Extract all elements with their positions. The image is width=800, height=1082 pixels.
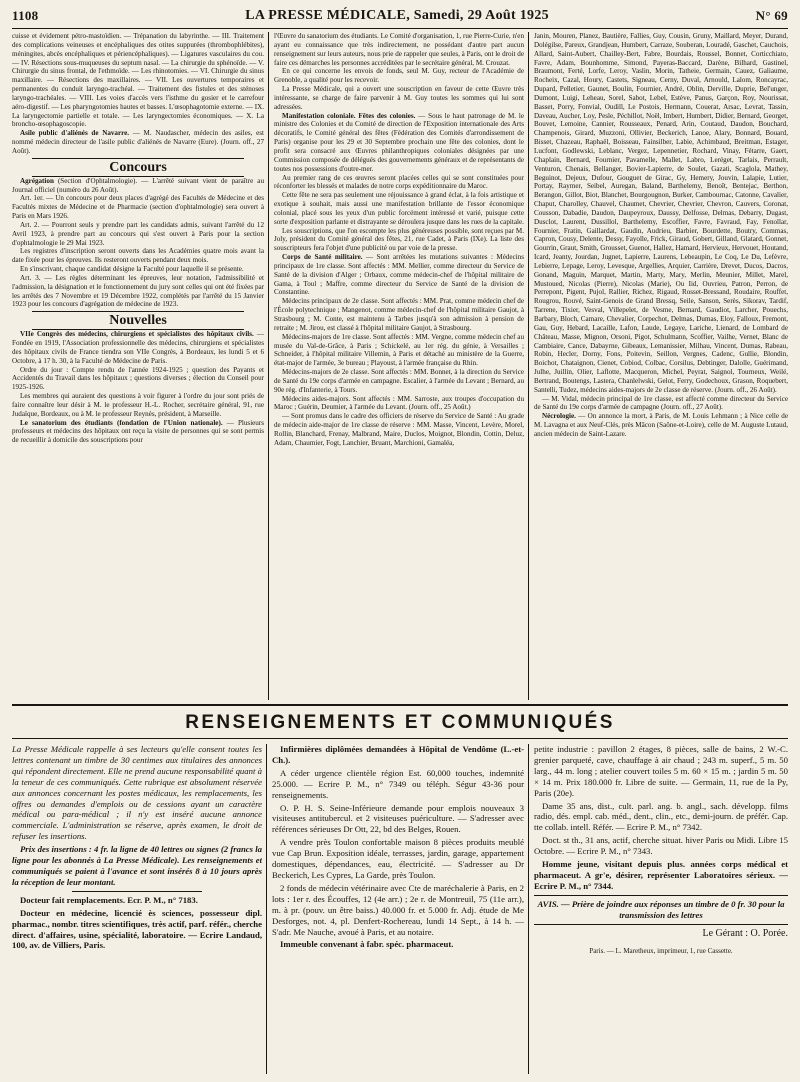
nouvelles-heading: Nouvelles: [109, 313, 167, 329]
agregation-title: Agrégation: [20, 176, 54, 185]
congres-ordre: Ordre du jour : Compte rendu de l'année 1924-1925 ; question des Payants et Accidentés du Travail dans les hôpitaux ; questions diverses ; élection du Conseil pour 1925-1926.: [12, 365, 264, 392]
concours-rule-top: [32, 158, 244, 159]
banner-rule-top: [12, 704, 788, 706]
necrologie-title: Nécrologie.: [542, 412, 576, 421]
col2-para-1: l'Œuvre du sanatorium des étudiants. Le Comité d'organisation, 1, rue Pierre-Curie, n'en ayant eu connaissance que très indirectement, ne possédant d'autre part aucun renseignement sur leurs auteurs, nous prie de rappeler que seules, à Paris, ont le droit de faire ces démarches les personnes accréditées par le secrétaire général, M. Crouzat.: [274, 32, 524, 67]
printer-line: Paris. — L. Maretheux, imprimeur, 1, rue Cassette.: [589, 946, 733, 955]
congres-title: VIIe Congrès des médecins, chirurgiens et spécialistes des hôpitaux civils.: [20, 330, 254, 339]
annonce-docteur-medecine: Docteur en médecine, licencié ès sciences, possesseur dipl. pharmac., nombr. titres scientifiques, très actif, parf. référ., cherche direct. d'affaires, usine, spécialité, laboratoire. — Ecrire Landaud, 100, av. de Villiers, Paris.: [12, 907, 262, 951]
manifestation-para-2: Au premier rang de ces œuvres seront placées celles qui se sont constituées pour réconforter les blessés et malades de notre corps expéditionnaire du Maroc.: [274, 173, 524, 191]
annonce-ophs: O. P. H. S. Seine-Inférieure demande pour emplois nouveaux 3 visiteuses antitubercul. et 2 visiteuses puériculture. — S'adresser avec références sérieuses Dr Ott, 22, bd des Belges, Rouen.: [272, 802, 524, 835]
annonce-docteur-situation: Doct. st th., 31 ans, actif, cherche situat. hiver Paris ou Midi. Libre 15 Octobre. — Ecrire P. M., n° 7343.: [534, 835, 788, 857]
sante-para-6: — Sont promus dans le cadre des officiers de réserve du Service de Santé : Au grade de médecin aide-major de 1re classe de réserve : MM. Masse, Vincent, Levère, Morel, Rollin, Blanchard, Frenay, Malbrand, Maire, Duclos, Moignot, Blondin, Cottin, Deluz, Adam, Chaumier, Fogt, Lanchier, Bruant, Marchioni, Gamaléa,: [274, 412, 524, 447]
col3-vidal: — M. Vidal, médecin principal de 1re classe, est affecté comme directeur du Service de Santé du 19e corps d'armée de campagne (Journ. off., 27 Août).: [534, 394, 788, 412]
annonce-infirmieres: Infirmières diplômées demandées à Hôpital de Vendôme (L.-et-Ch.).: [272, 744, 524, 765]
annonces-column-1: [12, 744, 262, 1076]
col2-para-2: En ce qui concerne les envois de fonds, seul M. Guy, recteur de l'Académie de Grenoble, a qualité pour les recevoir.: [274, 67, 524, 85]
sante-militaire-title: Corps de Santé militaire.: [282, 253, 363, 262]
necrologie-text: — On annonce la mort, à Paris, de M. Louis Lehmann ; à Nice celle de M. Lavagna et aux Neuf-Clés, près Mâcon (Saône-et-Loire), celle de M. Auguste Lutaud, ancien médecin de Saint-Lazare.: [534, 412, 788, 438]
concours-art-3: Art. 3. — Les règles déterminant les épreuves, leur notation, l'admissibilité et l'admission, la désignation et le fonctionnement du jury sont celles qui ont été fixées par les arrêtés des 7 Novembre et 19 Décembre 1922, complétés par l'arrêté du 15 Janvier 1923 pour les concours d'agrégation de médecine de 1923.: [12, 273, 264, 309]
avis-rule: [534, 895, 788, 896]
column-2: [274, 32, 524, 700]
annonce-remplacements: Docteur fait remplacements. Ecr. P. M., n° 7183.: [20, 894, 198, 905]
col3-names-list: Janin, Mouren, Planez, Bautière, Fallies, Guy, Cousin, Gruny, Maillard, Meyer, Durand, Dolégilse, Pareux, Grandjean, Humbert, Carraze, Souberan, Louradé, Gaschet, Cauchois, Allard, Saint-Aubert, Chailley-Bert, Fabre, Bourdais, Roussel, Bonnet, Corticchiato, Favre, Adam, Bounhomme, Simond, Payeras-Baccard, Darène, Bilhard, Gastinel, Braumont, Ferté, Lorfe, Leroy, Vaslin, Morin, Tatheie, Germain, Cauez, Galiaume, Rocheix, Cazal, Houry, Castets, Signeau, Cerny, Duval, Arnould, Lalom, Roncayrac, Dupard, Pelletier, Gaunet, Boulin, Fournier, André, Oblin, Derville, Duprie, Bel'unger, Dumont, Luigi, Leheau, Sorel, Sabot, Lebel, Estève, Panus, Garçon, Roy, Nourissat, Basset, Porry, Fonvial, Oudill, Le Postois, Hermann, Couerat, Arsac, Levrat, Tassin, Daveau, Aucher, Loy, Pesle, Péchillot, Noël, Imbert, Humbert, Didier, Bernard, Georget, Bouvet, Lemoine, Cannier, Rousseaux, Penard, Arin, Coutaud, Daudon, Bouchard, Champenois, Girard, Muzzoni, Ollivier, Beckerich, Lanoe, Alary, Bonnard, Bouard, Bisset, Chazeau, Raphaël, Boisseau, Fainsilber, Labie, Achimbaud, Breitman, Estager, Lucfont, Godlewski, Leblanc, Vergez, Lepennetier, Rochard, Vinay, Fétarre, Gaert, Chaplain, Bernard, Fournier, Pavamelle, Mallet, Labro, Leréget, Tarlais, Perrault, Venturon, Chenais, Bellanger, Bovier-Lapierre, de Soulet, Gazati, Scaglola, Mathey, Beguinot, Dejeux, Dufour, Gouguet de Girac, Gy, Hemery, Jouvin, Lalapie, Lutier, Portay, Raymer, Seibel, Auregan, Baland, Barthelemy, Benoît, Bentejac, Berthon, Berangon, Gillot, Biot, Blanchet, Bourgougnon, Burker, Cambournac, Catonne, Cavalier, Chaput, Charolley, Chauvel, Chaumet, Chevrier, Chevrier, Chevron, Cauvers, Coronat, Cousson, Dabadie, Daudon, Daupeyroux, Daussy, Delfosse, Delmas, Debarry, Dugast, Dusclot, Laurent, Dussillol, Barthelemy, Escoffier, Favre, Favraud, Fay, Fenollar, Fournier, Fratin, Gaillardat, Gaudin, Audrieu, Barbier, Bourdette, Boutry, Commas, Capron, Cousy, Delente, Dessy, Fayolle, Frick, Giraud, Gobert, Gilland, Glatard, Gonnet, Gourrin, Graut, Smith, Grousset, Guenot, Hallez, Hamard, Hervieux, Hervouet, Houtand, Icard, Jeanty, Jourdan, Jugnet, Lapierre, Laurens, Lebeaupin, Le Coq, Le Du, Lefèvre, Lebierre, Lepage, Leroy, Levesque, Argellies, Arquier, Carrière, Drevet, Ducos, Dacros, Gonand, Maguin, Marquet, Martin, Marty, Mary, Merlin, Meunier, Millet, Marel, Mustoued, Nicolas (Pierre), Nicolas (Marie), Ou Iid, Ouvrieu, Patron, Perron, de Perrepont, Pigent, Pujol, Rallier, Richez, Rigaud, Rosset-Bressand, Roudaire, Rouffet, Rougrou, Rouvé, Saint-Genois de Grand Bressq, Seile, Sanson, Serès, Sikorav, Tardif, Tarrene, Tixier, Vesval, Villepelet, de Vesme, Bernard, Gaudiot, Larcher, Pouechs, Barbary, Bloch, Camare, Chevalier, Corpechot, Delmas, Dumas, Eloy, Falloux, Fremont, Gau, Guy, Hebard, Lacaille, Lafon, Laude, Legaye, Lariche, Lienard, de Lombard de Château, Masse, Mignon, Orsoni, Pigot, Schulmann, Scoffier, Vailhe, Vernet, Blanc de Cambiaire, Cance, Dabayrne, Gibeaux, Lemanissier, Milhau, Vincent, Dumas, Rabeau, Robin, Hecler, Dorny, Fons, Poitevin, Seillon, Vergnes, Cadenc, Gullie, Blondin, Boichot, Chataignon, Cienet, Cobiod, Colbac, Corsilus, Debtinger, Dalolle, Guérimand, Julhe, Juillin, Olier, Laflotte, Macqueron, Michel, Peyrat, Saignol, Tourneux, Weilé, Bertrand, Boutengs, Lastera, Chanlelwski, Gelot, Ferry, Godechoux, Grason, Roquebert, Santelli, Tudez, médecins aides-majors de 2e classe de réserve. (Journ. off., 26 Août).: [534, 32, 788, 394]
concours-heading: Concours: [109, 159, 167, 175]
annonces-column-3: [534, 744, 788, 1076]
page-number: 1108: [12, 8, 39, 23]
col1-para-1: cuisse et évidement pétro-mastoïdien. — Trépanation du labyrinthe. — III. Traitement des complications veineuses et encéphaliques des otites suppurées (thrombophlébites), méningites, abcès encéphaliques et périencéphaliques). — Ligatures vasculaires du cou. — IV. Résections sous-muqueuses du septum nasal. — La chirurgie du sphénoïde. — V. Chirurgie du sinus frontal, de l'ethmoïde. — Les rhinotomies. — VI. Chirurgie du sinus maxillaire. — Résections des maxillaires. — VII. Les ouvertures temporaires et permanentes du conduit laryngo-trachéal. — Traitement des fistules et des sténoses laryngo-trachéales. — VIII. Les voies d'accès vers l'isthme du gosier et le carrefour aéro-digestif. — Les pharyngotomies hautes et basses. L'œsophagotomie externe. — IX. La laryngectomie partielle et totale. — Les laryngectomies économiques. — X. La broncho-œsophagoscopie.: [12, 32, 264, 129]
avis-rule-bottom: [534, 924, 788, 925]
manifestation-title: Manifestation coloniale. Fêtes des colonies.: [282, 111, 416, 120]
annonces-divider-1: [266, 744, 267, 1074]
col1-asile-text: — M. Naudascher, médecin des asiles, est nommé médecin directeur de l'asile public d'aliénés de Navarre (Eure). (Journ. off., 27 Août).: [12, 129, 264, 155]
annonce-fonds-veterinaire: 2 fonds de médecin vétérinaire avec Cte de maréchalerie à Paris, en 2 lots : 1er r. des Écouffes, 12 (4e arr.) ; 2e r. de Montreuil, 75 (11e arr.), m. à pr. (pouv. un être baiss.) 40.000 fr. et 5.000 fr. Adj. étude de Me Desforges, not. 4, pl. Denfert-Rochereau, lundi 14 Sept., à 14 h. — S'adr. Me Nauche, avoué à Paris, et au notaire.: [272, 882, 524, 937]
renseignements-banner: RENSEIGNEMENTS ET COMMUNIQUÉS: [185, 712, 615, 733]
sante-para-4: Médecins-majors de 2e classe. Sont affectés : MM. Bonnet, à la direction du Service de Santé du 19e corps d'armée en campagne. Escalier, à l'armée du Levant ; Bernard, au 90e rég. d'Infanterie, à Tours.: [274, 368, 524, 394]
nouvelles-rule-top: [32, 311, 244, 312]
column-divider-2: [528, 32, 529, 700]
sanatorium-title: Le sanatorium des étudiants (fondation de l'Union nationale).: [20, 418, 223, 427]
congres-text: — Fondée en 1919, l'Association professionnelle des médecins, chirurgiens et spécialistes des hôpitaux civils de France tiendra son VIIe Congrès, à Bordeaux, les lundi 5 et 6 Octobre, à 17 h. 30, à la Faculté de Médecine de Paris.: [12, 330, 264, 365]
issue-number: N° 69: [755, 8, 788, 23]
page-header: [12, 6, 788, 26]
annonces-prix: Prix des insertions : 4 fr. la ligne de 40 lettres ou signes (2 francs la ligne pour les abonnés à La Presse Médicale). Les renseignements et communiqués se paient à l'avance et sont insérés 8 à 10 jours après la réception de leur montant.: [12, 844, 262, 887]
annonce-dame-35-ans: Dame 35 ans, dist., cult. parl. ang. b. angl., sach. développ. films radio, dés. empl. cab. méd., dent., clin., etc., demi-journ. de préfér. Cap. tte collab. intell. Référ. — Ecrire P. M., n° 7342.: [534, 800, 788, 833]
column-divider-1: [268, 32, 269, 700]
annonce-homme-jeune: Homme jeune, visitant depuis plus. années corps médical et pharmaceut. A gr'e, désirer, représenter Laboratoires sérieux. — Ecrire P. M., n° 7344.: [534, 859, 788, 891]
annonces-intro: La Presse Médicale rappelle à ses lecteurs qu'elle consent toutes les lettres contenant un timbre de 30 centimes aux titulaires des annonces qui répondent directement. Elle ne prend aucune responsabilité quant à la teneur de ces communiqués. Cette rubrique est absolument réservée aux annonces concernant les postes médicaux, les remplacements, les offres ou demandes d'emplois ou de cessions ayant un caractère médical ou para-médical ; il n'y est inséré aucune annonce commerciale. L'administration se réserve, après examen, le droit de refuser les insertions.: [12, 744, 262, 842]
manifestation-para-4: Les souscriptions, que l'on escompte les plus généreuses possible, sont reçues par M. Joly, président du Comité général des fêtes, 21, rue Cadet, à Paris (IXe). La liste des souscripteurs fera l'objet d'une publicité ou par voie de la presse.: [274, 226, 524, 253]
avis-notice: AVIS. — Prière de joindre aux réponses un timbre de 0 fr. 30 pour la transmission des lettres: [537, 898, 785, 920]
concours-art-1: Art. 1er. — Un concours pour deux places d'agrégé des Facultés de Médecine et des Facultés mixtes de Médecine et de Pharmacie (section d'ophtalmologie) sera ouvert à Paris en Mars 1926.: [12, 194, 264, 221]
agregation-text: (Section d'Ophtalmologie). — L'arrêté suivant vient de paraître au Journal officiel (numéro du 26 Août).: [12, 176, 264, 194]
manifestation-text: — Sous le haut patronage de M. le ministre des Colonies et du Comité de direction de l'Exposition internationale des Arts décoratifs, le Comité général des fêtes (Fédération des Comités d'arrondissement de Paris) organise pour les 29 et 30 Septembre prochain une fête des colonies, dont le profit sera consacré aux Œuvres philanthropiques coloniales désignées par une Commission composée de délégués des gouvernements généraux et de représentants de toutes nos possessions d'outre-mer.: [274, 111, 524, 173]
annonce-clientele-est: A céder urgence clientèle région Est. 60,000 touches, indemnité 25.000. — Ecrire P. M., n° 7349 ou téléph. Ségur 43-36 pour renseignements.: [272, 767, 524, 800]
sante-para-2: Médecins principaux de 2e classe. Sont affectés : MM. Prat, comme médecin chef de l'École polytechnique ; Mangenot, comme médecin-chef de l'hôpital militaire Gaujot, à Strasbourg ; M. Conte, est maintenu à Tarbes jusqu'à son admission à pension de retraite ; M. Jirou, est classé à l'hôpital militaire Gaujot, à Strasbourg.: [274, 297, 524, 332]
column-3: [534, 32, 788, 700]
annonce-immeuble: Immeuble convenant à fabr. spéc. pharmaceut.: [280, 939, 454, 950]
annonces-separator: [72, 891, 202, 892]
concours-para-4: En s'inscrivant, chaque candidat désigne la Faculté pour laquelle il se présente.: [20, 265, 244, 274]
annonce-maison-toulon: A vendre près Toulon confortable maison 8 pièces produits meublé vue Cap Brun. Exposition idéale, terrasses, jardin, garage, appartement domestiques, dépendances, eau, électricité. — S'adresser au Dr Beckerich, Les Cypres, La Garde, près Toulon.: [272, 837, 524, 880]
annonce-petite-industrie: petite industrie : pavillon 2 étages, 8 pièces, salle de bains, 2 W.-C. grenier parqueté, cave, chauffage à air chaud ; 243 m. superf., 5 m. 50 larg., 44 m. long ; atelier couvert toiles 5 m. 60 × 15 m. ; jardin 5 m. 50 × 14 m. Prix 180.000 fr. Libre de suite. — Germain, 11, rue de la Py, Paris (20e).: [534, 744, 788, 798]
sante-militaire-text: — Sont arrêtées les mutations suivantes : Médecins principaux de 1re classe. Sont affectés : MM. Mellier, comme directeur du Service de Santé de la division d'Alger ; Orbaux, comme médecin-chef de l'hôpital militaire de Gama, à Toul ; Maffre, comme directeur du Service de Santé de la division de Constantine.: [274, 253, 524, 297]
banner-rule-bottom: [12, 738, 788, 739]
congres-membres: Les membres qui auraient des questions à voir figurer à l'ordre du jour sont priés de faire connaître leur désir à M. le professeur H.-L. Rocher, secrétaire général, 91, rue Judaïque, Bordeaux, ou à M. le professeur Reynès, président, à Marseille.: [12, 392, 264, 418]
manifestation-para-3: Cette fête ne sera pas seulement une réjouissance à grand éclat, à la fois artistique et exotique à souhait, mais aussi une manifestation brillante de l'essor économique colonial, placé sous les yeux d'un public forcément intéressé et varié, puisque cette sorte d'exposition parlante et distrayante se déroulera jusque dans les rues de la capitale.: [274, 191, 524, 226]
column-1: [12, 32, 264, 700]
annonces-divider-2: [528, 744, 529, 1074]
annonces-column-2: [272, 744, 524, 1076]
gerant-signature: Le Gérant : O. Porée.: [702, 927, 788, 939]
sanatorium-text: — Plusieurs professeurs et médecins des hôpitaux ont reçu la visite de personnes qui se sont permis de recueillir à domicile des souscriptions pour: [12, 418, 264, 445]
concours-para-3: Les registres d'inscription seront ouverts dans les Académies quatre mois avant la date fixée pour les épreuves. Ils resteront ouverts pendant deux mois.: [12, 247, 264, 265]
col2-para-3: La Presse Médicale, qui a ouvert une souscription en faveur de cette Œuvre très intéressante, se charge de faire parvenir à M. Guy toutes les sommes qui lui sont adressées.: [274, 85, 524, 111]
col1-asile-title: Asile public d'aliénés de Navarre.: [20, 129, 130, 138]
journal-title: LA PRESSE MÉDICALE, Samedi, 29 Août 1925: [245, 8, 549, 23]
concours-art-2: Art. 2. — Pourront seuls y prendre part les candidats admis, suivant l'arrêté du 12 Avril 1923, à prendre part au concours qui s'est ouvert à Paris pour la section d'ophtalmologie le 29 Mai 1923.: [12, 220, 264, 247]
header-rule: [12, 28, 788, 29]
sante-para-5: Médecins aides-majors. Sont affectés : MM. Sarroste, aux troupes d'occupation du Maroc ; Guérin, Deumier, à l'armée du Levant. (Journ. off., 25 Août.): [274, 394, 524, 412]
sante-para-3: Médecins-majors de 1re classe. Sont affectés : MM. Vergne, comme médecin chef au musée du Val-de-Grâce, à Paris ; Schickelé, au 1er rég. du génie, à Versailles ; Schneider, à l'hôpital militaire Villemin, à Paris et détaché au ministère de la Guerre, état-major de l'armée, 3e bureau ; Playoust, à l'armée française du Rhin.: [274, 332, 524, 368]
